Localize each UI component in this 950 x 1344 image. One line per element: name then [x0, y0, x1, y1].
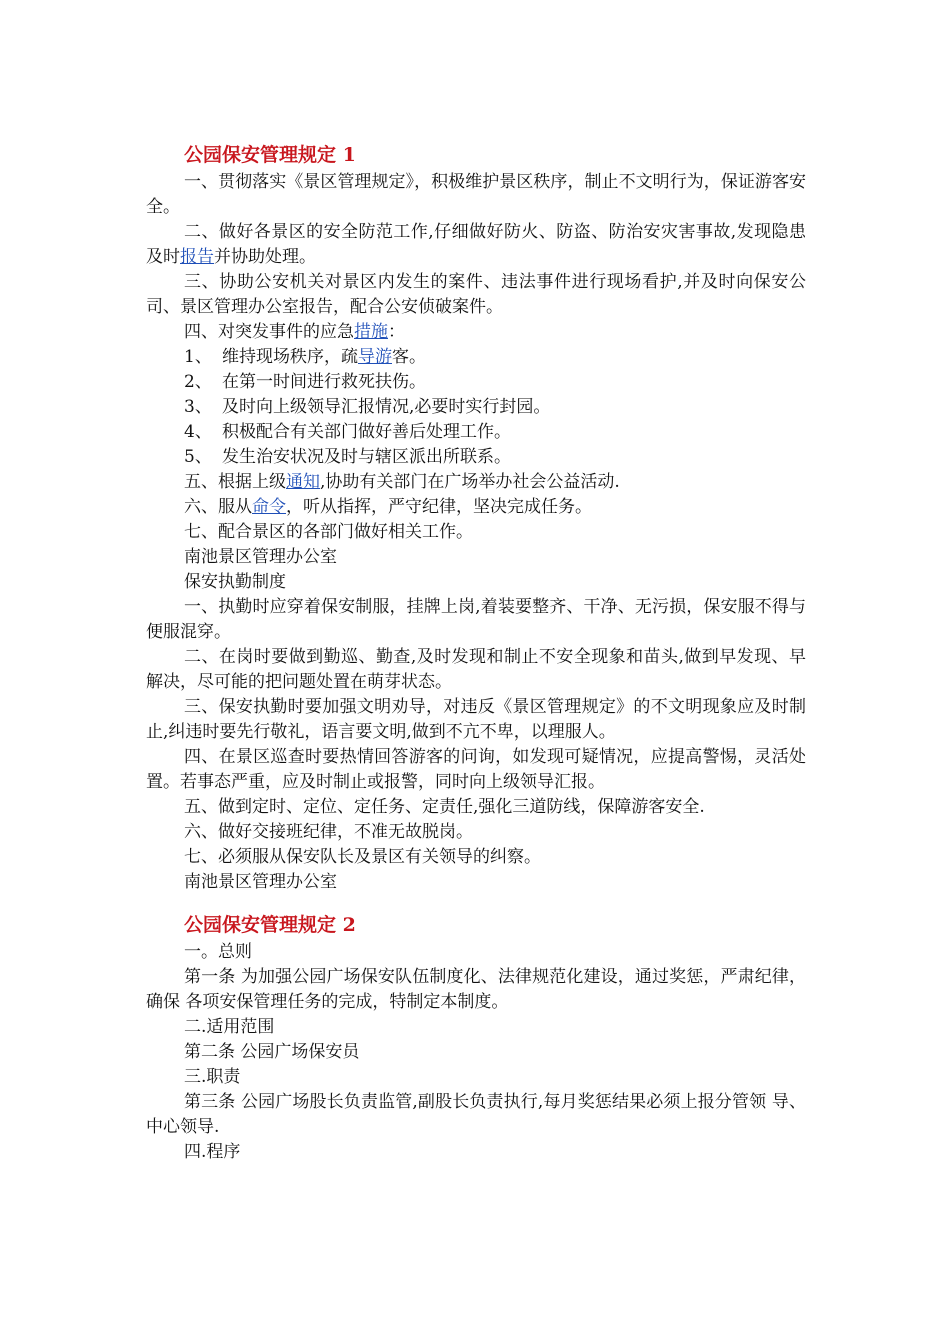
list-number: 4、 — [184, 422, 212, 442]
list-text: 在第一时间进行救死扶伤。 — [222, 372, 426, 392]
list-item — [146, 345, 806, 370]
section-2-line: 三.职责 — [184, 1067, 241, 1087]
section-1-title: 公园保安管理规定 1 — [184, 144, 356, 166]
list-item — [146, 370, 806, 395]
office-signature: 南池景区管理办公室 — [184, 872, 337, 892]
list-text-part: 维持现场秩序，疏 — [222, 347, 358, 367]
rule-2 — [146, 220, 806, 270]
rule-1: 一、贯彻落实《景区管理规定》，积极维护景区秩序，制止不文明行为，保证游客安全。 — [146, 172, 806, 217]
list-item — [146, 420, 806, 445]
office-signature: 南池景区管理办公室 — [184, 547, 337, 567]
section-2-line: 第三条 公园广场股长负责监管,副股长负责执行,每月奖惩结果必须上报分管领 导、中心领导. — [146, 1092, 806, 1137]
list-text-part: 客。 — [392, 347, 426, 367]
list-item — [146, 395, 806, 420]
section-2-title: 公园保安管理规定 2 — [184, 914, 356, 936]
rule-6 — [146, 495, 806, 520]
list-item — [146, 445, 806, 470]
rule-6-text-end: ，听从指挥，严守纪律，坚决完成任务。 — [286, 497, 592, 517]
section-2-line: 第一条 为加强公园广场保安队伍制度化、法律规范化建设，通过奖惩，严肃纪律，确保 各项安保管理任务的完成，特制定本制度。 — [146, 967, 806, 1012]
list-number: 2、 — [184, 372, 212, 392]
duty-title: 保安执勤制度 — [184, 572, 286, 592]
section-2-line: 第二条 公园广场保安员 — [184, 1042, 360, 1062]
guide-link[interactable]: 导游 — [358, 347, 392, 367]
rule-5-text: 五、根据上级 — [184, 472, 286, 492]
rule-6-text: 六、服从 — [184, 497, 252, 517]
section-2-line: 一。总则 — [184, 942, 252, 962]
rule-4-text: 四、对突发事件的应急 — [184, 322, 354, 342]
list-number: 3、 — [184, 397, 212, 417]
rule-4 — [146, 320, 806, 345]
list-number: 1、 — [184, 347, 212, 367]
report-link[interactable]: 报告 — [180, 247, 214, 267]
duty-rule: 三、保安执勤时要加强文明劝导，对违反《景区管理规定》的不文明现象应及时制止,纠违时要先行敬礼，语言要文明,做到不亢不卑，以理服人。 — [146, 697, 806, 742]
duty-rule: 二、在岗时要做到勤巡、勤查,及时发现和制止不安全现象和苗头,做到早发现、早解决，尽可能的把问题处置在萌芽状态。 — [146, 647, 806, 692]
rule-7: 七、配合景区的各部门做好相关工作。 — [184, 522, 473, 542]
rule-2-text: 二、做好各景区的安全防范工作,仔细做好防火、防盗、防治安灾害事故,发现隐患及时 — [146, 222, 806, 267]
rule-3: 三、协助公安机关对景区内发生的案件、违法事件进行现场看护,并及时向保安公司、景区管理办公室报告，配合公安侦破案件。 — [146, 272, 806, 317]
measures-link[interactable]: 措施 — [354, 322, 388, 342]
command-link[interactable]: 命令 — [252, 497, 286, 517]
section-2-line: 二.适用范围 — [184, 1017, 275, 1037]
list-text: 发生治安状况及时与辖区派出所联系。 — [222, 447, 511, 467]
rule-5 — [146, 470, 806, 495]
duty-rule: 四、在景区巡查时要热情回答游客的问询，如发现可疑情况，应提高警惕，灵活处置。若事态严重，应及时制止或报警，同时向上级领导汇报。 — [146, 747, 806, 792]
duty-rule: 七、必须服从保安队长及景区有关领导的纠察。 — [184, 847, 541, 867]
list-text: 及时向上级领导汇报情况,必要时实行封园。 — [222, 397, 551, 417]
duty-rule: 六、做好交接班纪律，不准无故脱岗。 — [184, 822, 473, 842]
rule-5-text-end: ,协助有关部门在广场举办社会公益活动. — [320, 472, 620, 492]
list-text — [222, 345, 426, 370]
duty-rule: 一、执勤时应穿着保安制服，挂牌上岗,着装要整齐、干净、无污损，保安服不得与便服混穿。 — [146, 597, 806, 642]
notice-link[interactable]: 通知 — [286, 472, 320, 492]
list-text: 积极配合有关部门做好善后处理工作。 — [222, 422, 511, 442]
list-number: 5、 — [184, 447, 212, 467]
document-page — [146, 140, 806, 1165]
rule-2-text-end: 并协助处理。 — [214, 247, 316, 267]
duty-rule: 五、做到定时、定位、定任务、定责任,强化三道防线，保障游客安全. — [184, 797, 705, 817]
rule-4-text-end: ： — [388, 322, 405, 342]
section-2-line: 四.程序 — [184, 1142, 241, 1162]
